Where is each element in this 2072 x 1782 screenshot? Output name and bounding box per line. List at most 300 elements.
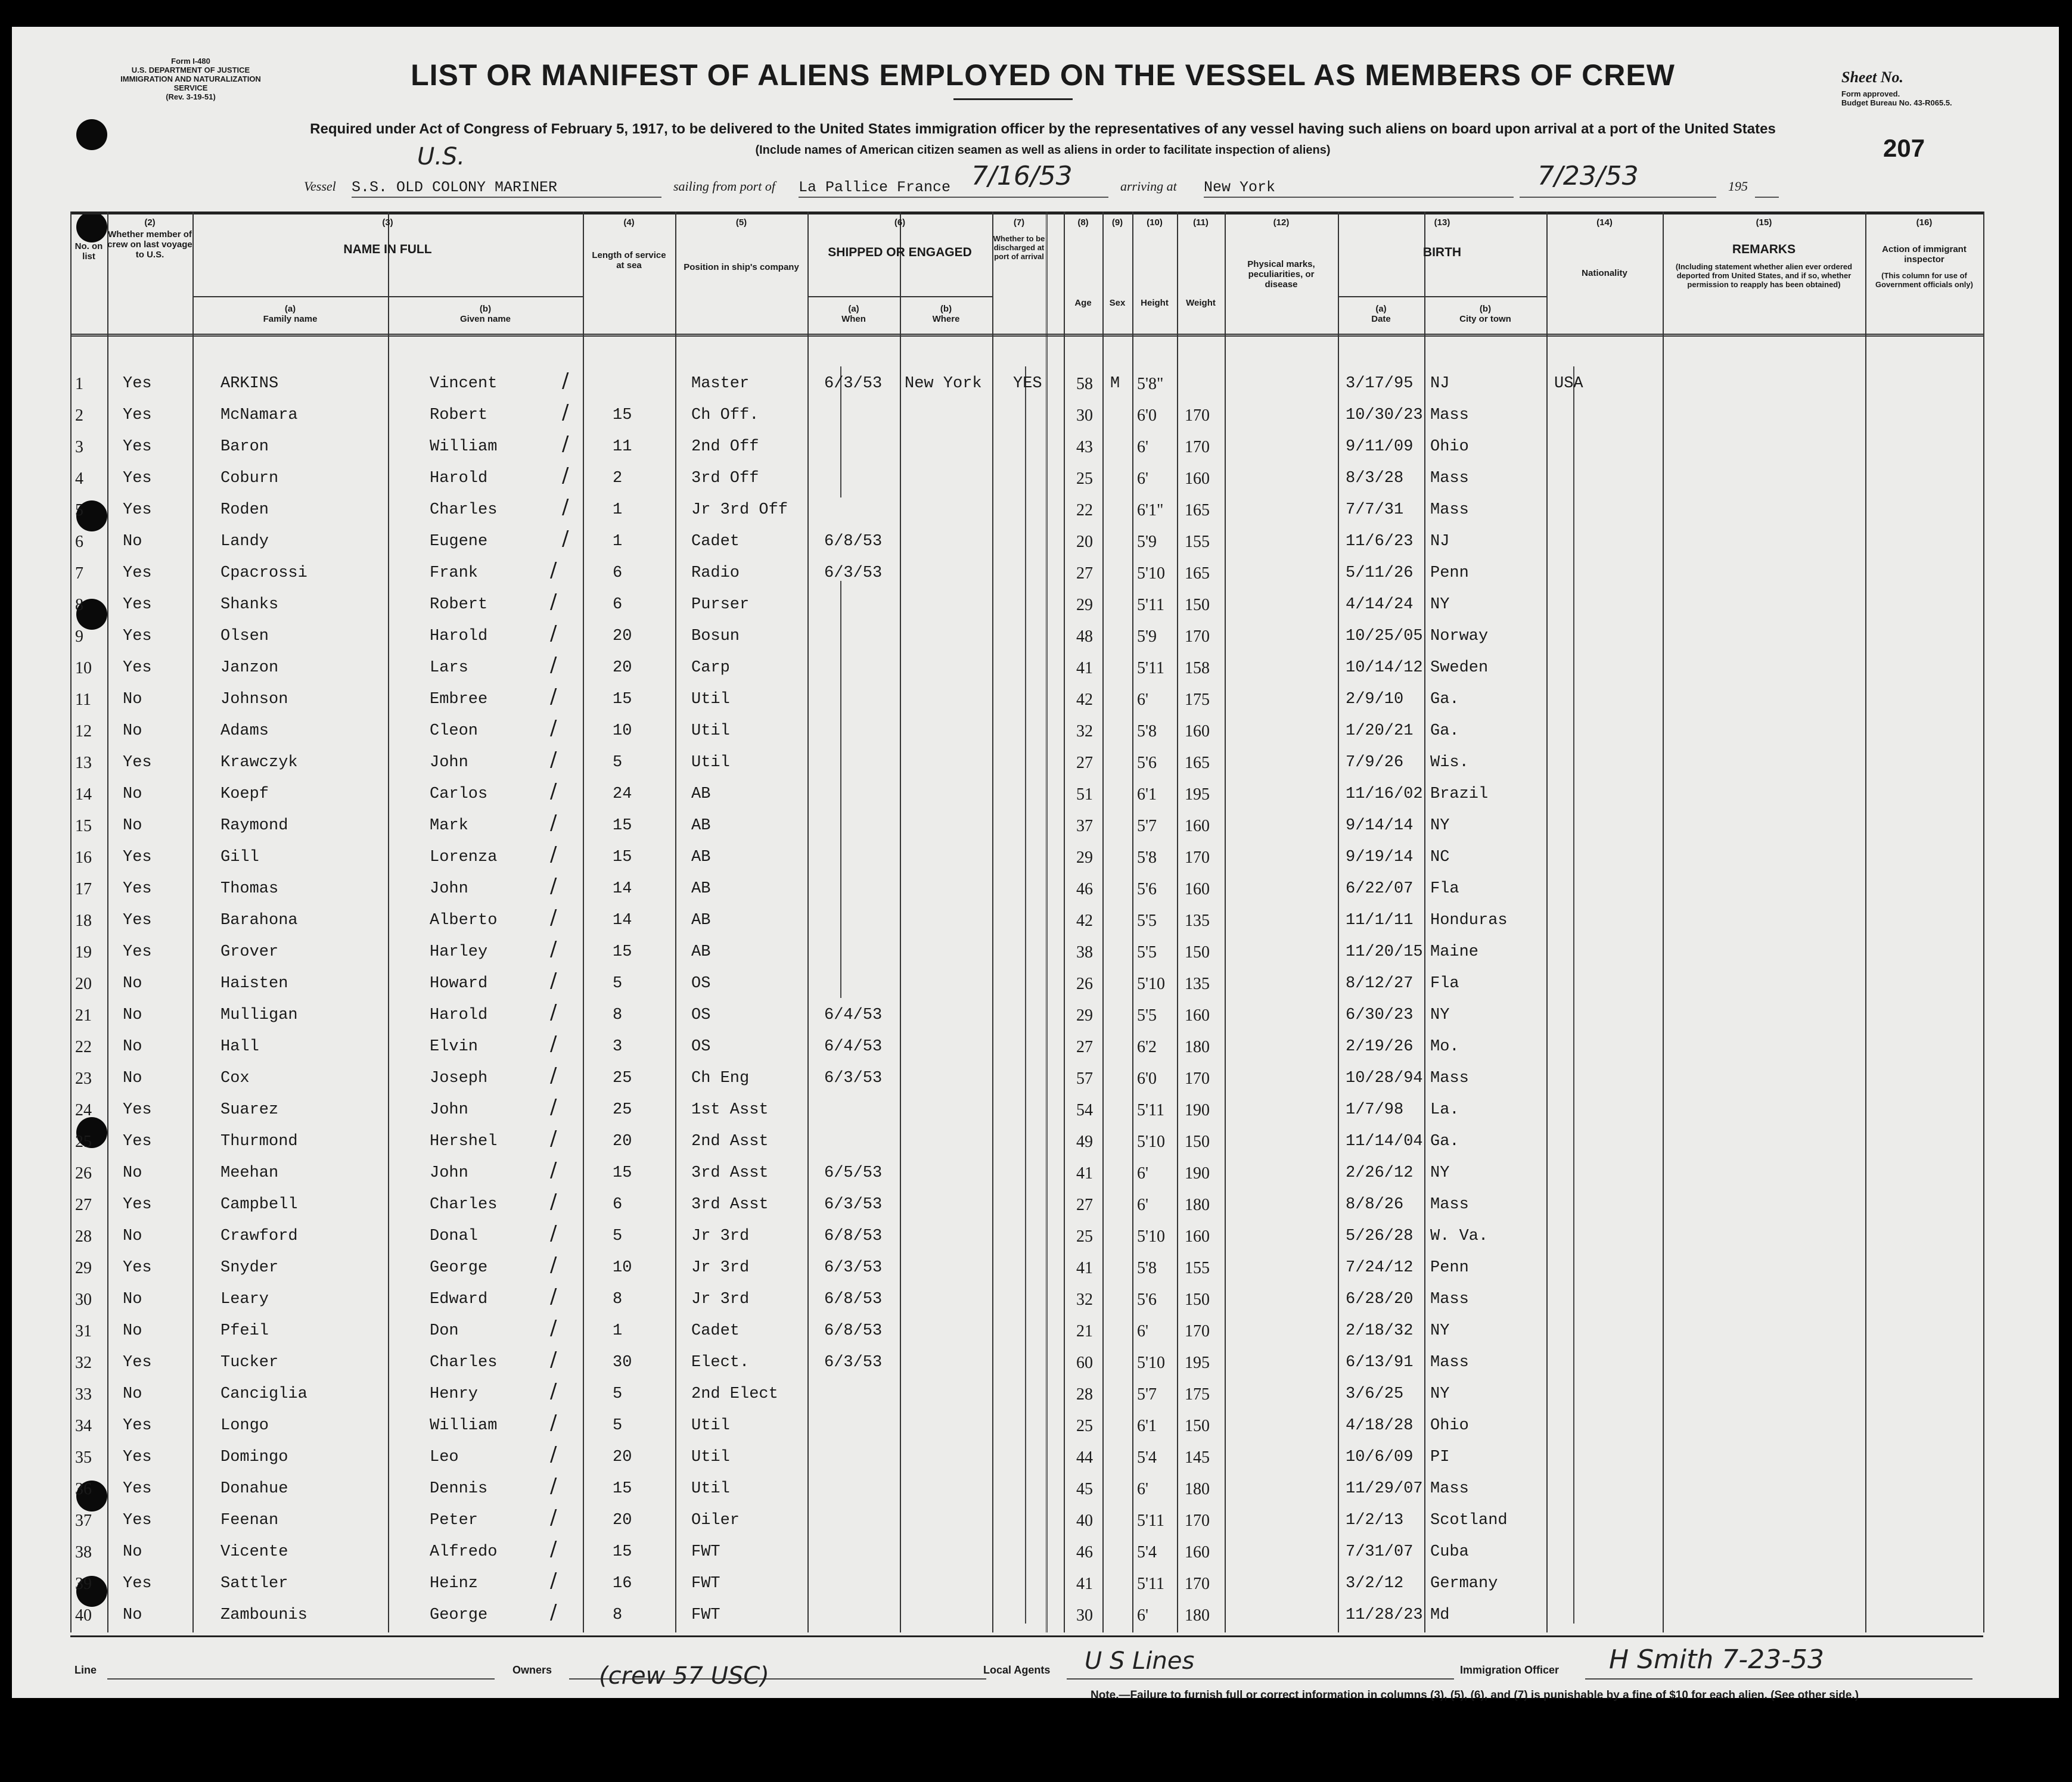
prev-voyage: Yes bbox=[123, 1417, 152, 1435]
header-where: (b) Where bbox=[932, 304, 960, 324]
prev-voyage: Yes bbox=[123, 848, 152, 866]
height: 6' bbox=[1137, 1196, 1149, 1214]
length-of-service: 30 bbox=[613, 1354, 632, 1372]
length-of-service: 15 bbox=[613, 691, 632, 708]
height: 5'7 bbox=[1137, 817, 1157, 835]
birth-city: NJ bbox=[1430, 533, 1450, 551]
birth-city: Ga. bbox=[1430, 1133, 1459, 1150]
weight: 165 bbox=[1185, 501, 1210, 520]
birth-date: 8/3/28 bbox=[1346, 469, 1404, 487]
check-mark-icon: / bbox=[550, 1000, 557, 1024]
given-name: Henry bbox=[430, 1385, 479, 1403]
length-of-service: 20 bbox=[613, 1512, 632, 1529]
birth-date: 4/14/24 bbox=[1346, 596, 1414, 614]
given-name: Harold bbox=[430, 627, 488, 645]
prev-voyage: Yes bbox=[123, 1448, 152, 1466]
family-name: Leary bbox=[220, 1290, 269, 1308]
age: 60 bbox=[1076, 1354, 1093, 1372]
prev-voyage: Yes bbox=[123, 1259, 152, 1277]
birth-city: NY bbox=[1430, 596, 1450, 614]
family-name: Krawczyk bbox=[220, 754, 298, 772]
header-birth-city: (b) City or town bbox=[1459, 304, 1511, 324]
prev-voyage: Yes bbox=[123, 1512, 152, 1529]
given-name: Donal bbox=[430, 1227, 479, 1245]
position: Jr 3rd bbox=[691, 1259, 750, 1277]
header-shipped-engaged: SHIPPED OR ENGAGED bbox=[828, 245, 972, 259]
check-mark-icon: / bbox=[550, 748, 557, 772]
birth-city: Honduras bbox=[1430, 912, 1508, 929]
family-name: Grover bbox=[220, 943, 279, 961]
punch-hole bbox=[76, 119, 107, 150]
height: 6' bbox=[1137, 691, 1149, 709]
given-name: William bbox=[430, 438, 498, 456]
birth-city: NC bbox=[1430, 848, 1450, 866]
check-mark-icon: / bbox=[550, 874, 557, 898]
header-weight: Weight bbox=[1186, 298, 1216, 308]
check-mark-icon: / bbox=[550, 842, 557, 866]
table-row bbox=[70, 840, 1983, 872]
column-divider bbox=[1983, 212, 1984, 1632]
header-col11-num: (11) bbox=[1193, 217, 1209, 228]
prev-voyage: Yes bbox=[123, 375, 152, 393]
check-mark-icon: / bbox=[550, 1348, 557, 1372]
header-birth-date: (a) Date bbox=[1371, 304, 1391, 324]
weight: 155 bbox=[1185, 1259, 1210, 1277]
given-name: Don bbox=[430, 1322, 459, 1340]
row-number: 2 bbox=[75, 406, 83, 425]
given-name: Howard bbox=[430, 975, 488, 993]
family-name: Coburn bbox=[220, 469, 279, 487]
given-name: Joseph bbox=[430, 1069, 488, 1087]
header-inspector-action: Action of immigrant inspector bbox=[1882, 244, 1967, 265]
name-subheader-rule bbox=[192, 296, 583, 297]
birth-date: 11/1/11 bbox=[1346, 912, 1414, 929]
row-number: 34 bbox=[75, 1417, 92, 1435]
check-mark-icon: / bbox=[550, 1379, 557, 1403]
position: OS bbox=[691, 1038, 711, 1056]
prev-voyage: No bbox=[123, 975, 142, 993]
header-remarks-sub: (Including statement whether alien ever ordered deported from United States, and if so, whether permission to reapply has been obtained) bbox=[1675, 262, 1853, 289]
table-row bbox=[70, 556, 1983, 587]
check-mark-icon: / bbox=[562, 369, 569, 393]
weight: 170 bbox=[1185, 848, 1210, 867]
height: 6'1 bbox=[1137, 1417, 1157, 1435]
row-number: 37 bbox=[75, 1512, 92, 1530]
birth-date: 2/19/26 bbox=[1346, 1038, 1414, 1056]
given-name: Hershel bbox=[430, 1133, 498, 1150]
line-label: Line bbox=[74, 1664, 97, 1676]
row-number: 39 bbox=[75, 1575, 92, 1593]
family-name: Thomas bbox=[220, 880, 279, 898]
given-name: Heinz bbox=[430, 1575, 479, 1593]
line-field bbox=[107, 1678, 495, 1680]
birth-date: 2/26/12 bbox=[1346, 1164, 1414, 1182]
birth-date: 1/20/21 bbox=[1346, 722, 1414, 740]
prev-voyage: No bbox=[123, 817, 142, 835]
family-name: ARKINS bbox=[220, 375, 279, 393]
header-bottom-rule bbox=[70, 334, 1983, 337]
header-nationality: Nationality bbox=[1582, 268, 1627, 278]
height: 6'1" bbox=[1137, 501, 1164, 520]
check-mark-icon: / bbox=[550, 1032, 557, 1056]
age: 29 bbox=[1076, 596, 1093, 614]
header-when: (a) When bbox=[841, 304, 866, 324]
check-mark-icon: / bbox=[550, 1474, 557, 1498]
check-mark-icon: / bbox=[562, 527, 569, 551]
height: 5'5 bbox=[1137, 912, 1157, 930]
row-number: 1 bbox=[75, 375, 83, 393]
birth-date: 10/30/23 bbox=[1346, 406, 1423, 424]
family-name: Donahue bbox=[220, 1480, 288, 1498]
given-name: Peter bbox=[430, 1512, 479, 1529]
position: Oiler bbox=[691, 1512, 740, 1529]
weight: 150 bbox=[1185, 943, 1210, 962]
birth-city: Mass bbox=[1430, 1480, 1469, 1498]
check-mark-icon: / bbox=[550, 1095, 557, 1119]
table-row bbox=[70, 935, 1983, 966]
weight: 180 bbox=[1185, 1606, 1210, 1625]
height: 5'10 bbox=[1137, 564, 1166, 583]
weight: 165 bbox=[1185, 564, 1210, 583]
table-row bbox=[70, 1282, 1983, 1314]
birth-city: NY bbox=[1430, 1164, 1450, 1182]
row-number: 16 bbox=[75, 848, 92, 867]
given-name: Harold bbox=[430, 1006, 488, 1024]
prev-voyage: Yes bbox=[123, 754, 152, 772]
given-name: Embree bbox=[430, 691, 488, 708]
shipped-when: 6/4/53 bbox=[824, 1038, 883, 1056]
position: Cadet bbox=[691, 1322, 740, 1340]
birth-city: NY bbox=[1430, 1385, 1450, 1403]
page-title: LIST OR MANIFEST OF ALIENS EMPLOYED ON THE VESSEL AS MEMBERS OF CREW bbox=[411, 58, 1675, 92]
birth-date: 11/29/07 bbox=[1346, 1480, 1423, 1498]
officer-field bbox=[1585, 1678, 1972, 1680]
age: 28 bbox=[1076, 1385, 1093, 1404]
weight: 175 bbox=[1185, 1385, 1210, 1404]
shipped-where: New York bbox=[905, 375, 982, 393]
family-name: Barahona bbox=[220, 912, 298, 929]
shipped-when: 6/8/53 bbox=[824, 1227, 883, 1245]
given-name: Robert bbox=[430, 596, 488, 614]
birth-date: 11/6/23 bbox=[1346, 533, 1414, 551]
given-name: Mark bbox=[430, 817, 468, 835]
birth-city: Penn bbox=[1430, 1259, 1469, 1277]
sex: M bbox=[1110, 375, 1120, 393]
check-mark-icon: / bbox=[550, 1285, 557, 1308]
table-row bbox=[70, 1440, 1983, 1472]
height: 6'0 bbox=[1137, 406, 1157, 425]
revision: (Rev. 3-19-51) bbox=[166, 92, 216, 101]
birth-date: 2/18/32 bbox=[1346, 1322, 1414, 1340]
length-of-service: 24 bbox=[613, 785, 632, 803]
prev-voyage: No bbox=[123, 1038, 142, 1056]
length-of-service: 14 bbox=[613, 880, 632, 898]
weight: 180 bbox=[1185, 1038, 1210, 1056]
age: 21 bbox=[1076, 1322, 1093, 1341]
height: 5'11 bbox=[1137, 1101, 1165, 1119]
position: OS bbox=[691, 975, 711, 993]
sheet-number-label: Sheet No. bbox=[1841, 69, 1903, 86]
table-row bbox=[70, 1503, 1983, 1535]
position: AB bbox=[691, 880, 711, 898]
position: Radio bbox=[691, 564, 740, 582]
arrival-date-handwriting: 7/23/53 bbox=[1537, 161, 1639, 191]
length-of-service: 10 bbox=[613, 722, 632, 740]
height: 5'11 bbox=[1137, 659, 1165, 677]
table-row bbox=[70, 1251, 1983, 1282]
row-number: 30 bbox=[75, 1290, 92, 1309]
sailing-label: sailing from port of bbox=[673, 179, 775, 194]
row-number: 22 bbox=[75, 1038, 92, 1056]
row-number: 15 bbox=[75, 817, 92, 835]
length-of-service: 16 bbox=[613, 1575, 632, 1593]
birth-city: Germany bbox=[1430, 1575, 1498, 1593]
prev-voyage: Yes bbox=[123, 1101, 152, 1119]
row-number: 17 bbox=[75, 880, 92, 898]
weight: 165 bbox=[1185, 754, 1210, 772]
check-mark-icon: / bbox=[550, 1600, 557, 1624]
family-name: Landy bbox=[220, 533, 269, 551]
birth-city: Md bbox=[1430, 1606, 1450, 1624]
length-of-service: 6 bbox=[613, 1196, 623, 1214]
length-of-service: 5 bbox=[613, 1417, 623, 1435]
header-height: Height bbox=[1141, 298, 1169, 308]
check-mark-icon: / bbox=[550, 685, 557, 708]
height: 5'8 bbox=[1137, 722, 1157, 741]
vessel-field: S.S. OLD COLONY MARINER bbox=[352, 179, 661, 198]
header-col12-num: (12) bbox=[1273, 217, 1290, 228]
birth-city: Scotland bbox=[1430, 1512, 1508, 1529]
given-name: John bbox=[430, 1101, 468, 1119]
prev-voyage: Yes bbox=[123, 596, 152, 614]
birth-city: NJ bbox=[1430, 375, 1450, 393]
age: 29 bbox=[1076, 848, 1093, 867]
length-of-service: 8 bbox=[613, 1006, 623, 1024]
header-remarks: REMARKS bbox=[1732, 242, 1796, 256]
table-row bbox=[70, 366, 1983, 398]
prev-voyage: Yes bbox=[123, 1133, 152, 1150]
height: 5'8 bbox=[1137, 848, 1157, 867]
height: 6'1 bbox=[1137, 785, 1157, 804]
check-mark-icon: / bbox=[550, 1316, 557, 1340]
check-mark-icon: / bbox=[550, 1253, 557, 1277]
height: 5'4 bbox=[1137, 1448, 1157, 1467]
family-name: Pfeil bbox=[220, 1322, 269, 1340]
officer-signature: H Smith 7-23-53 bbox=[1609, 1644, 1824, 1675]
row-number: 12 bbox=[75, 722, 92, 741]
form-number: Form I-480 bbox=[171, 57, 210, 66]
given-name: Harold bbox=[430, 469, 488, 487]
length-of-service: 20 bbox=[613, 659, 632, 677]
family-name: Hall bbox=[220, 1038, 259, 1056]
shipped-when: 6/3/53 bbox=[824, 1259, 883, 1277]
check-mark-icon: / bbox=[550, 653, 557, 677]
row-number: 24 bbox=[75, 1101, 92, 1119]
table-row bbox=[70, 1377, 1983, 1408]
height: 6' bbox=[1137, 1606, 1149, 1625]
birth-city: Ga. bbox=[1430, 722, 1459, 740]
family-name: Zambounis bbox=[220, 1606, 307, 1624]
family-name: Koepf bbox=[220, 785, 269, 803]
age: 25 bbox=[1076, 1227, 1093, 1246]
shipped-when: 6/3/53 bbox=[824, 1354, 883, 1372]
vessel-label: Vessel bbox=[304, 179, 336, 194]
birth-city: Ohio bbox=[1430, 1417, 1469, 1435]
prev-voyage: No bbox=[123, 1290, 142, 1308]
age: 27 bbox=[1076, 564, 1093, 583]
header-col13-num: (13) bbox=[1434, 217, 1450, 228]
age: 20 bbox=[1076, 533, 1093, 551]
weight: 150 bbox=[1185, 596, 1210, 614]
position: Jr 3rd Off bbox=[691, 501, 788, 519]
age: 42 bbox=[1076, 691, 1093, 709]
header-family-name: (a) Family name bbox=[263, 304, 318, 324]
birth-city: NY bbox=[1430, 1006, 1450, 1024]
weight: 160 bbox=[1185, 722, 1210, 741]
age: 41 bbox=[1076, 1259, 1093, 1277]
position: 3rd Off bbox=[691, 469, 759, 487]
height: 6'0 bbox=[1137, 1069, 1157, 1088]
family-name: Thurmond bbox=[220, 1133, 298, 1150]
given-name: John bbox=[430, 1164, 468, 1182]
table-row bbox=[70, 1030, 1983, 1061]
height: 5'11 bbox=[1137, 1512, 1165, 1530]
table-row bbox=[70, 1219, 1983, 1251]
header-prev-voyage: Whether member of crew on last voyage to U.S. bbox=[107, 229, 192, 260]
height: 6' bbox=[1137, 1480, 1149, 1498]
length-of-service: 6 bbox=[613, 564, 623, 582]
age: 57 bbox=[1076, 1069, 1093, 1088]
prev-voyage: Yes bbox=[123, 912, 152, 929]
length-of-service: 1 bbox=[613, 1322, 623, 1340]
row-number: 21 bbox=[75, 1006, 92, 1025]
family-name: Gill bbox=[220, 848, 259, 866]
prev-voyage: No bbox=[123, 1069, 142, 1087]
sailing-date-handwriting: 7/16/53 bbox=[971, 161, 1073, 191]
position: FWT bbox=[691, 1575, 720, 1593]
table-row bbox=[70, 998, 1983, 1030]
age: 46 bbox=[1076, 1543, 1093, 1562]
weight: 175 bbox=[1185, 691, 1210, 709]
arriving-label: arriving at bbox=[1120, 179, 1177, 194]
table-row bbox=[70, 398, 1983, 430]
position: Util bbox=[691, 754, 730, 772]
form-identifier bbox=[113, 57, 268, 101]
agents-field bbox=[1067, 1678, 1454, 1680]
row-number: 9 bbox=[75, 627, 83, 646]
prev-voyage: No bbox=[123, 1543, 142, 1561]
length-of-service: 20 bbox=[613, 1133, 632, 1150]
prev-voyage: No bbox=[123, 1606, 142, 1624]
birth-city: Brazil bbox=[1430, 785, 1489, 803]
header-name-in-full: NAME IN FULL bbox=[343, 242, 432, 256]
header-physical-marks: Physical marks, peculiarities, or disease bbox=[1247, 259, 1315, 290]
length-of-service: 5 bbox=[613, 754, 623, 772]
table-row bbox=[70, 777, 1983, 808]
position: Jr 3rd bbox=[691, 1227, 750, 1245]
family-name: Shanks bbox=[220, 596, 279, 614]
age: 42 bbox=[1076, 912, 1093, 930]
position: Util bbox=[691, 691, 730, 708]
age: 26 bbox=[1076, 975, 1093, 993]
owners-handwriting: (crew 57 USC) bbox=[599, 1662, 769, 1690]
table-row bbox=[70, 966, 1983, 998]
row-number: 3 bbox=[75, 438, 83, 456]
birth-city: Wis. bbox=[1430, 754, 1469, 772]
age: 29 bbox=[1076, 1006, 1093, 1025]
height: 6' bbox=[1137, 438, 1149, 456]
height: 5'5 bbox=[1137, 1006, 1157, 1025]
given-name: Edward bbox=[430, 1290, 488, 1308]
title-underline bbox=[953, 98, 1073, 100]
given-name: Robert bbox=[430, 406, 488, 424]
length-of-service: 5 bbox=[613, 1385, 623, 1403]
row-number: 5 bbox=[75, 501, 83, 520]
family-name: Haisten bbox=[220, 975, 288, 993]
row-number: 26 bbox=[75, 1164, 92, 1183]
age: 27 bbox=[1076, 754, 1093, 772]
nationality: USA bbox=[1554, 375, 1583, 393]
check-mark-icon: / bbox=[550, 1442, 557, 1466]
birth-city: NY bbox=[1430, 1322, 1450, 1340]
age: 43 bbox=[1076, 438, 1093, 456]
age: 49 bbox=[1076, 1133, 1093, 1151]
height: 6' bbox=[1137, 1164, 1149, 1183]
shipped-when: 6/3/53 bbox=[824, 1069, 883, 1087]
check-mark-icon: / bbox=[562, 464, 569, 487]
birth-date: 3/17/95 bbox=[1346, 375, 1414, 393]
prev-voyage: Yes bbox=[123, 469, 152, 487]
table-row bbox=[70, 745, 1983, 777]
given-name: Leo bbox=[430, 1448, 459, 1466]
weight: 170 bbox=[1185, 1575, 1210, 1593]
birth-city: Ga. bbox=[1430, 691, 1459, 708]
row-number: 11 bbox=[75, 691, 91, 709]
position: Master bbox=[691, 375, 750, 393]
prev-voyage: No bbox=[123, 1322, 142, 1340]
position: Util bbox=[691, 1448, 730, 1466]
birth-date: 10/14/12 bbox=[1346, 659, 1423, 677]
age: 44 bbox=[1076, 1448, 1093, 1467]
length-of-service: 15 bbox=[613, 1543, 632, 1561]
position: FWT bbox=[691, 1543, 720, 1561]
table-row bbox=[70, 1472, 1983, 1503]
shipped-when: 6/3/53 bbox=[824, 375, 883, 393]
table-row bbox=[70, 461, 1983, 493]
check-mark-icon: / bbox=[550, 906, 557, 929]
header-length-of-service: Length of service at sea bbox=[592, 250, 666, 270]
weight: 160 bbox=[1185, 1227, 1210, 1246]
age: 41 bbox=[1076, 1575, 1093, 1593]
birth-date: 9/19/14 bbox=[1346, 848, 1414, 866]
given-name: George bbox=[430, 1259, 488, 1277]
length-of-service: 11 bbox=[613, 438, 632, 456]
position: Ch Eng bbox=[691, 1069, 750, 1087]
height: 5'10 bbox=[1137, 1133, 1166, 1151]
row-number: 27 bbox=[75, 1196, 92, 1214]
check-mark-icon: / bbox=[550, 811, 557, 835]
table-row bbox=[70, 682, 1983, 714]
row-number: 33 bbox=[75, 1385, 92, 1404]
header-col9-num: (9) bbox=[1111, 217, 1123, 228]
check-mark-icon: / bbox=[550, 621, 557, 645]
subnote: (Include names of American citizen seamen as well as aliens in order to facilitate inspection of aliens) bbox=[755, 144, 1331, 157]
prev-voyage: Yes bbox=[123, 501, 152, 519]
row-number: 36 bbox=[75, 1480, 92, 1498]
height: 5'6 bbox=[1137, 880, 1157, 898]
height: 5'5 bbox=[1137, 943, 1157, 962]
prev-voyage: Yes bbox=[123, 564, 152, 582]
